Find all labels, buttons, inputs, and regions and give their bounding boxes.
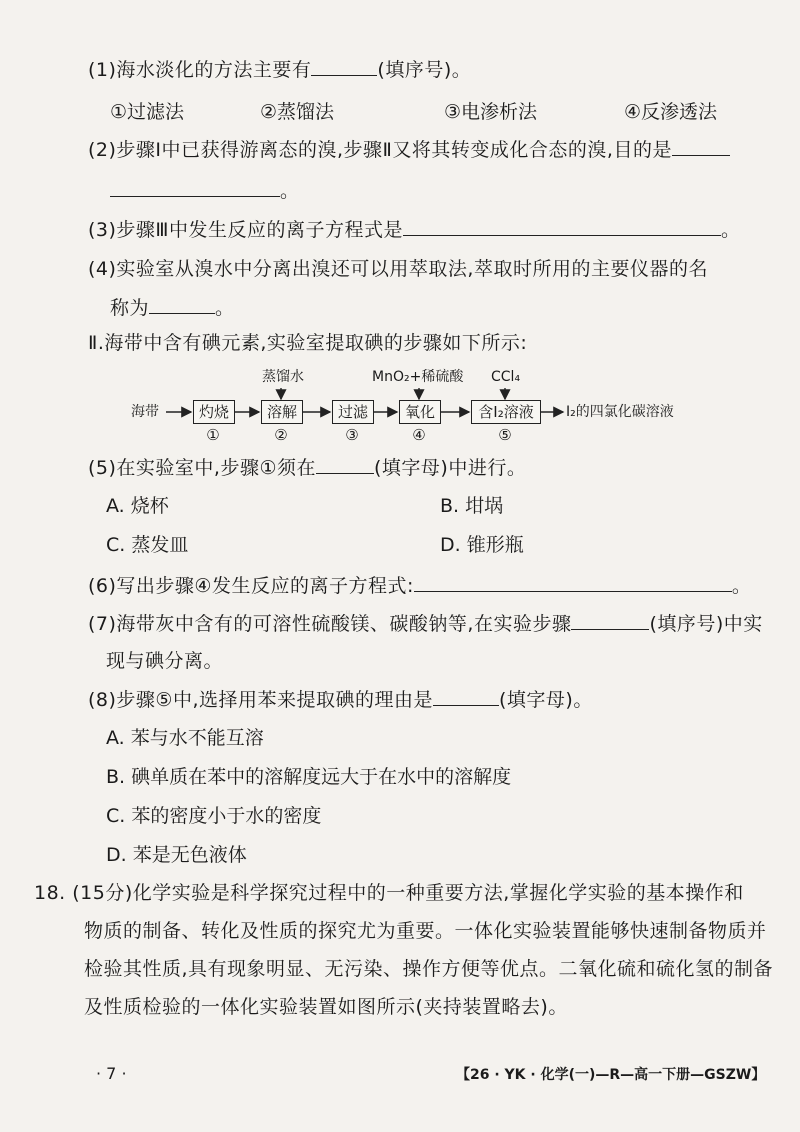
q8-option-a: A. 苯与水不能互溶 — [106, 727, 264, 749]
q4-suffix: 。 — [215, 297, 235, 319]
q4-line-1: (4)实验室从溴水中分离出溴还可以用萃取法,萃取时所用的主要仪器的名 — [88, 258, 708, 280]
q8-line — [88, 686, 593, 713]
reagent-distilled-water: 蒸馏水 — [262, 369, 304, 385]
q7-suffix: (填序号)中实 — [649, 613, 763, 635]
q6-suffix: 。 — [731, 575, 752, 597]
q1-prefix: (1)海水淡化的方法主要有 — [88, 59, 312, 81]
q18-line-4: 及性质检验的一体化实验装置如图所示(夹持装置略去)。 — [84, 996, 568, 1018]
q5-option-b: B. 坩埚 — [440, 495, 504, 517]
flow-num-1: ① — [206, 426, 220, 444]
q5-option-d: D. 锥形瓶 — [440, 534, 524, 556]
q8-option-d: D. 苯是无色液体 — [106, 844, 247, 866]
q6-line — [88, 572, 751, 599]
q7-answer-blank[interactable] — [571, 610, 649, 630]
flow-step-1: 灼烧 — [193, 400, 235, 424]
q5-option-a: A. 烧杯 — [106, 495, 169, 517]
q6-prefix: (6)写出步骤④发生反应的离子方程式: — [88, 575, 414, 597]
page-number: · 7 · — [96, 1064, 127, 1083]
q1-option-3: ③电渗析法 — [444, 101, 538, 123]
flow-step-2: 溶解 — [261, 400, 303, 424]
q1-option-2: ②蒸馏法 — [260, 101, 335, 123]
q1-option-4: ④反渗透法 — [624, 101, 718, 123]
flow-num-4: ④ — [412, 426, 426, 444]
part2-intro: Ⅱ.海带中含有碘元素,实验室提取碘的步骤如下所示: — [88, 332, 528, 354]
exam-code: 【26 · YK · 化学(一)—R—高一下册—GSZW】 — [456, 1067, 766, 1083]
q8-option-c: C. 苯的密度小于水的密度 — [106, 805, 322, 827]
q8-answer-blank[interactable] — [433, 686, 499, 706]
q6-answer-blank[interactable] — [414, 572, 732, 592]
flow-num-3: ③ — [345, 426, 359, 444]
q3-suffix: 。 — [721, 219, 741, 241]
q4-prefix: 称为 — [110, 297, 150, 319]
flow-start: 海带 — [131, 404, 159, 420]
q18-line-2: 物质的制备、转化及性质的探究尤为重要。一体化实验装置能够快速制备物质并 — [84, 920, 767, 942]
flow-num-5: ⑤ — [498, 426, 512, 444]
q8-prefix: (8)步骤⑤中,选择用苯来提取碘的理由是 — [88, 689, 433, 711]
q8-suffix: (填字母)。 — [499, 689, 593, 711]
flow-step-4: 氧化 — [399, 400, 441, 424]
reagent-oxidant: MnO₂+稀硫酸 — [372, 369, 464, 385]
q7-prefix: (7)海带灰中含有的可溶性硫酸镁、碳酸钠等,在实验步骤 — [88, 613, 572, 635]
q2-text: (2)步骤Ⅰ中已获得游离态的溴,步骤Ⅱ又将其转变成化合态的溴,目的是 — [88, 139, 672, 161]
q5-prefix: (5)在实验室中,步骤①须在 — [88, 457, 316, 479]
q18-line-3: 检验其性质,具有现象明显、无污染、操作方便等优点。二氧化硫和硫化氢的制备 — [84, 958, 774, 980]
q5-option-c: C. 蒸发皿 — [106, 534, 189, 556]
flow-step-5: 含I₂溶液 — [471, 400, 541, 424]
q1-option-1: ①过滤法 — [110, 101, 185, 123]
q5-suffix: (填字母)中进行。 — [374, 457, 527, 479]
reagent-ccl4: CCl₄ — [491, 369, 521, 385]
q5-answer-blank[interactable] — [316, 454, 374, 474]
flow-end: I₂的四氯化碳溶液 — [566, 404, 674, 420]
q7-line-2: 现与碘分离。 — [106, 650, 224, 672]
q3-prefix: (3)步骤Ⅲ中发生反应的离子方程式是 — [88, 219, 404, 241]
q1-suffix: (填序号)。 — [377, 59, 472, 81]
flow-step-3: 过滤 — [332, 400, 374, 424]
q8-option-b: B. 碘单质在苯中的溶解度远大于在水中的溶解度 — [106, 766, 512, 788]
q18-line-1: 18. (15分)化学实验是科学探究过程中的一种重要方法,掌握化学实验的基本操作和 — [34, 882, 744, 904]
flow-num-2: ② — [274, 426, 288, 444]
q2-end: 。 — [280, 180, 300, 202]
q7-line-1 — [88, 610, 763, 637]
q5-line — [88, 454, 526, 481]
